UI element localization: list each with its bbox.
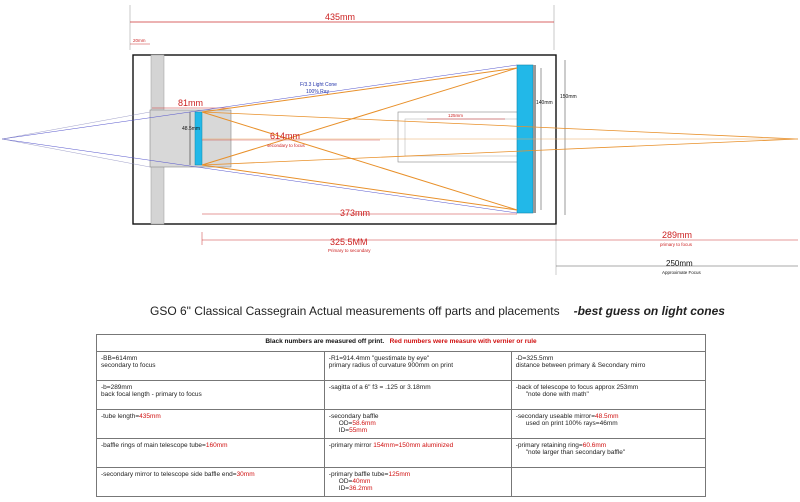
cell-line: -back of telescope to focus approx 253mm (515, 384, 639, 391)
cell-line: secondary to focus (101, 362, 156, 369)
tube-length-text: -tube length= (101, 413, 140, 420)
secondary-offset-label: 81mm (178, 98, 204, 108)
secondary-mirror (195, 112, 202, 165)
retaining-ring-value: 60.6mm (582, 442, 607, 449)
page-title (150, 304, 770, 318)
useable-mirror-text: -secondary useable mirror= (515, 413, 596, 420)
cell-line: -b=289mm (101, 384, 133, 391)
primary-baffle-text: -primary baffle tube= (328, 471, 389, 478)
baffle-end-text: -secondary mirror to telescope side baffle end= (101, 471, 237, 478)
id-label: ID= (338, 485, 350, 492)
back-focus-label: 289mm (662, 230, 693, 240)
primary-mirror-value: 154mm=150mm aluminized (373, 442, 454, 449)
id-value: 55mm (349, 427, 368, 434)
cell-line: back focal length - primary to focus (101, 391, 202, 398)
measurements-table (96, 334, 706, 497)
primary-baffle-tube (398, 112, 518, 162)
tube-od-label: 150mm (560, 94, 577, 100)
primary-baffle-value: 125mm (388, 471, 411, 478)
primary-mirror-text: -primary mirror (328, 442, 374, 449)
retaining-ring-text: -primary retaining ring= (515, 442, 583, 449)
light-cone-sub: 100% Ray (306, 89, 330, 95)
table-row (97, 381, 706, 410)
title-emphasis: -best guess on light cones (573, 304, 725, 318)
table-row (97, 468, 706, 497)
od-value: 40mm (352, 478, 371, 485)
secondary-to-focus-note: secondary to focus (267, 143, 305, 148)
id-value: 36.2mm (349, 485, 373, 492)
id-label: ID= (338, 427, 350, 434)
primary-to-secondary-label: 325.5MM (330, 237, 368, 247)
approx-focus-note: Approximate Focus (662, 270, 701, 275)
header-black: Black numbers are measured off print. (265, 338, 385, 345)
table-row (97, 439, 706, 468)
baffle-rings-value: 160mm (205, 442, 228, 449)
primary-size-label: 140mm (536, 100, 553, 106)
primary-to-secondary-note: Primary to secondary (328, 248, 371, 253)
back-focus-note: primary to focus (660, 242, 693, 247)
cell-line: used on print 100% rays=46mm (525, 420, 618, 427)
cell-line: distance between primary & Secondary mirro (515, 362, 646, 369)
baffle-tube-label: 125mm (448, 113, 464, 118)
light-cone-label: F/3.3 Light Cone (300, 82, 337, 88)
baffle-end-value: 30mm (236, 471, 255, 478)
table-header-row (97, 335, 706, 352)
od-label: OD= (338, 478, 353, 485)
od-label: OD= (338, 420, 353, 427)
cell-line: -D=325.5mm (515, 355, 554, 362)
tube-length-value: 435mm (139, 413, 161, 420)
table-row (97, 410, 706, 439)
cell-line: -sagitta of a 6" f3 = .125 or 3.18mm (328, 384, 431, 391)
cell-line: -secondary baffle (328, 413, 379, 420)
table-row (97, 352, 706, 381)
secondary-housing (150, 110, 231, 167)
cell-line: "note larger than secondary baffle" (525, 449, 626, 456)
title-main: GSO 6" Classical Cassegrain Actual measurements off parts and placements (150, 304, 560, 318)
overall-length-label: 435mm (325, 12, 356, 22)
header-red: Red numbers were measure with vernier or rule (389, 338, 537, 345)
baffle-width-label: 20mm (133, 38, 146, 43)
primary-cone-label: 373mm (340, 208, 371, 218)
useable-mirror-value: 48.5mm (595, 413, 619, 420)
secondary-size-label: 48.5mm (182, 126, 201, 132)
od-value: 58.6mm (352, 420, 376, 427)
cell-line: -R1=914.4mm "guestimate by eye" (328, 355, 430, 362)
approx-focus-label: 250mm (666, 259, 693, 268)
secondary-to-focus-label: 614mm (270, 131, 301, 141)
baffle-rings-text: -baffle rings of main telescope tube= (101, 442, 206, 449)
cell-line: "note done with math" (525, 391, 589, 398)
cell-line: -BB=614mm (101, 355, 138, 362)
cell-line: primary radius of curvature 900mm on print (328, 362, 454, 369)
